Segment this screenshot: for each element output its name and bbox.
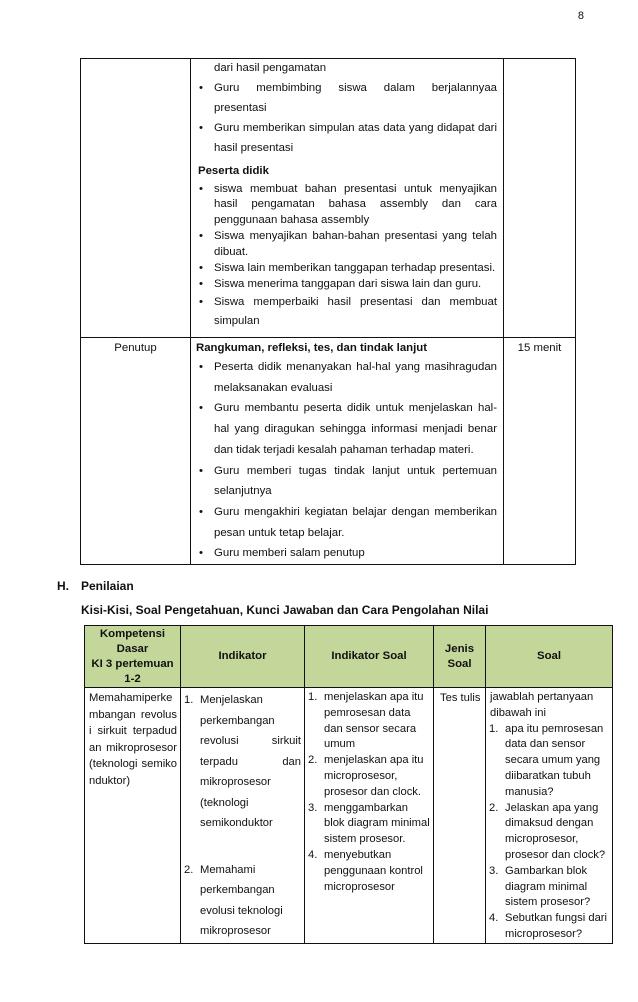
- list-item: • Siswa lain memberikan tanggapan terhadap presentasi.: [196, 261, 497, 277]
- section-letter: H.: [57, 579, 69, 593]
- student-list: [196, 182, 497, 331]
- list-item: 2. Jelaskan apa yang dimaksud dengan microprosesor, prosesor dan clock?: [489, 801, 606, 861]
- list-item: • Guru membimbing siswa dalam berjalannyaa presentasi: [196, 79, 497, 119]
- indikator-soal-cell: [305, 688, 434, 944]
- indikator-list: [181, 690, 301, 942]
- header-kd: [85, 626, 181, 688]
- teacher-list: [196, 79, 497, 159]
- header-jenis-line: Jenis: [444, 642, 475, 655]
- section-subtitle: Kisi-Kisi, Soal Pengetahuan, Kunci Jawaban dan Cara Pengolahan Nilai: [81, 603, 489, 617]
- soal-cell: [486, 688, 613, 944]
- list-item: • Guru memberikan simpulan atas data yang didapat dari hasil presentasi: [196, 119, 497, 159]
- header-jenis-soal: [434, 626, 486, 688]
- list-item: • Guru membantu peserta didik untuk menjelaskan hal-hal yang diragukan sehingga informasi menjadi benar dan tidak terjadi kesalah pahaman terhadap materi.: [196, 398, 497, 460]
- phase-cell: [81, 59, 191, 338]
- list-item: 3. menggambarkan blok diagram minimal sistem prosesor.: [308, 801, 430, 846]
- header-kd-line: Kompetensi: [99, 627, 166, 640]
- list-item: 1. Menjelaskan perkembangan revolusi sirkuit terpadu dan mikroprosesor (teknologi semikonduktor: [184, 694, 301, 829]
- header-soal: Soal: [486, 626, 613, 688]
- header-indikator: Indikator: [181, 626, 305, 688]
- list-item: • Siswa menyajikan bahan-bahan presentasi yang telah dibuat.: [196, 229, 497, 261]
- table-row: [85, 688, 613, 944]
- list-item: 2. menjelaskan apa itu microprosesor, prosesor dan clock.: [308, 754, 424, 798]
- kd-cell: [85, 688, 181, 944]
- closing-heading: Rangkuman, refleksi, tes, dan tindak lanjut: [196, 342, 428, 354]
- phase-label: Penutup: [114, 342, 157, 354]
- activity-cell: [191, 59, 504, 338]
- list-item: 4. menyebutkan penggunaan kontrol microprosesor: [308, 848, 423, 893]
- list-item: • Peserta didik menanyakan hal-hal yang masihragudan melaksanakan evaluasi: [196, 357, 497, 398]
- header-jenis-line: Soal: [447, 657, 472, 670]
- indikator-cell: [181, 688, 305, 944]
- indikator-soal-list: [305, 690, 430, 895]
- list-item: • Siswa menerima tanggapan dari siswa lain dan guru.: [196, 277, 497, 293]
- time-cell: [504, 338, 576, 565]
- header-kd-line: Dasar: [116, 642, 149, 655]
- time-cell: [504, 59, 576, 338]
- list-item: • Guru memberi salam penutup: [196, 543, 497, 564]
- table-row: [81, 59, 576, 338]
- assessment-grid-table: [84, 625, 613, 944]
- kd-text: Memahamiperkembangan revolusi sirkuit terpadudan mikroprosesor (teknologi semikonduktor): [89, 692, 177, 787]
- list-item: 2. Memahami perkembangan evolusi teknologi mikroprosesor: [184, 863, 283, 937]
- soal-list: [486, 722, 609, 943]
- list-item: 1. menjelaskan apa itu pemrosesan data dan sensor secara umum: [308, 691, 424, 751]
- jenis-cell: [434, 688, 486, 944]
- section-title: Penilaian: [81, 579, 134, 593]
- page-number: 8: [577, 10, 584, 22]
- activity-table: [80, 58, 576, 565]
- list-item: dari hasil pengamatan: [214, 62, 327, 74]
- list-item: 3. Gambarkan blok diagram minimal sistem prosesor?: [489, 864, 591, 909]
- jenis-text: Tes tulis: [440, 692, 481, 704]
- student-heading: Peserta didik: [198, 164, 269, 177]
- header-indikator-soal: Indikator Soal: [305, 626, 434, 688]
- header-kd-line: KI 3 pertemuan: [91, 657, 174, 670]
- soal-intro: jawablah pertanyaan dibawah ini: [490, 691, 594, 719]
- phase-cell: [81, 338, 191, 565]
- activity-cell: [191, 338, 504, 565]
- list-item: • siswa membuat bahan presentasi untuk menyajikan hasil pengamatan bahasa assembly dan cara penggunaan bahasa assembly: [196, 182, 497, 230]
- time-value: 15 menit: [517, 342, 562, 354]
- table-row: [81, 338, 576, 565]
- list-item: 4. Sebutkan fungsi dari microprosesor?: [489, 912, 607, 940]
- list-item: • Siswa memperbaiki hasil presentasi dan membuat simpulan: [196, 293, 497, 331]
- closing-list: [196, 357, 497, 564]
- list-item: • Guru memberi tugas tindak lanjut untuk pertemuan selanjutnya: [196, 461, 497, 502]
- section-heading: [57, 578, 134, 594]
- header-kd-line: 1-2: [124, 672, 141, 685]
- list-item: • Guru mengakhiri kegiatan belajar dengan memberikan pesan untuk tetap belajar.: [196, 502, 497, 543]
- list-item: 1. apa itu pemrosesan data dan sensor secara umum yang diibaratkan tubuh manusia?: [489, 722, 604, 798]
- header-row: [85, 626, 613, 688]
